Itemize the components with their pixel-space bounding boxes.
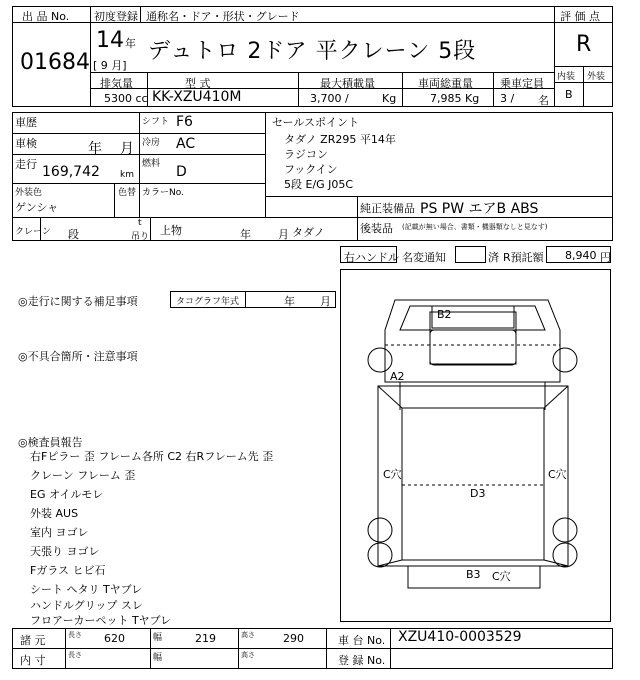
lot-label: 出 品 No. (22, 10, 70, 23)
seats-unit: 名 (538, 94, 549, 107)
ac-value: AC (176, 136, 196, 152)
width-label: 幅 (153, 633, 163, 643)
recycle-paid-label: 済 (488, 251, 499, 264)
year-unit: 年 (125, 37, 136, 50)
diagram-mark-b3: B3 (466, 568, 481, 581)
crane-tons-unit: t (138, 218, 142, 228)
diagram-mark-c-hole-right: C穴 (548, 468, 567, 481)
mileage-unit: km (120, 170, 134, 180)
inspector-line: クレーン フレーム 歪 (30, 469, 136, 482)
registration-month: [ 9 月] (93, 59, 127, 72)
capacity-unit: Kg (382, 92, 397, 105)
truck-diagram (368, 300, 577, 588)
exterior-label: 外装 (587, 72, 606, 82)
lot-number: 01684 (20, 50, 90, 75)
tachograph-label: タコグラフ年式 (176, 297, 240, 307)
interior-dimensions-label: 内 寸 (20, 654, 46, 667)
diagram-mark-c-hole-left: C穴 (383, 468, 402, 481)
fuel-value: D (176, 164, 187, 180)
diagram-mark-d3: D3 (470, 487, 486, 500)
sales-point-line: ラジコン (284, 148, 328, 161)
interior-label: 内装 (557, 72, 576, 82)
interior-height-label: 高さ (241, 651, 255, 659)
color-change-label: 色替 (118, 188, 137, 198)
diagram-mark-c-hole-rear: C穴 (492, 570, 511, 583)
inspector-report-label: ◎検査員報告 (18, 436, 83, 449)
upper-month: 月 (278, 228, 289, 241)
chassis-label: 車 台 No. (338, 634, 386, 647)
fuel-label: 燃料 (142, 159, 161, 169)
seats-value: 3 / (500, 92, 515, 105)
gross-weight-label: 車両総重量 (418, 77, 473, 90)
inspection-label: 車検 (15, 137, 37, 150)
length-value: 620 (104, 632, 125, 645)
upper-maker: タダノ (292, 226, 325, 239)
shift-value: F6 (176, 114, 193, 130)
name-change-label: 名変通知 (402, 251, 446, 264)
inspector-line: 外装 AUS (30, 507, 79, 520)
crane-label: クレーン (15, 227, 51, 237)
diagram-mark-a2: A2 (390, 370, 405, 383)
interior-width-label: 幅 (153, 653, 163, 663)
height-label: 高さ (241, 631, 255, 639)
inspector-line: ハンドルグリップ スレ (30, 599, 143, 612)
tachograph-month: 月 (320, 295, 331, 308)
model-label: 通称名・ドア・形状・グレード (146, 10, 300, 23)
aftermarket-label: 後装品 (360, 222, 393, 235)
chassis-value: XZU410-0003529 (398, 629, 522, 645)
color-number-label: カラーNo. (142, 188, 184, 198)
sales-point-line: タダノ ZR295 平14年 (284, 133, 396, 146)
defects-label: ◎不具合箇所・注意事項 (18, 350, 138, 363)
diagram-mark-b2: B2 (437, 308, 452, 321)
registration-number-label: 登 録 No. (338, 654, 386, 667)
gross-weight-value: 7,985 Kg (430, 92, 480, 105)
inspector-line: 天張り ヨゴレ (30, 545, 100, 558)
crane-steps: 段 (68, 228, 79, 241)
inspection-year: 年 (88, 141, 102, 157)
exterior-color-label: 外装色 (15, 188, 43, 198)
inspector-line: Fガラス ヒビ石 (30, 564, 106, 577)
inspection-month: 月 (120, 141, 134, 157)
type-value: KK-XZU410M (152, 89, 242, 105)
history-label: 車歴 (15, 116, 37, 129)
inspector-line: EG オイルモレ (30, 488, 104, 501)
width-value: 219 (195, 632, 216, 645)
shift-label: シフト (142, 117, 170, 127)
dimensions-label: 諸 元 (20, 634, 46, 647)
height-value: 290 (283, 632, 304, 645)
crane-hook: 吊り (131, 232, 150, 242)
model-name: デュトロ 2ドア 平クレーン 5段 (148, 39, 477, 64)
grade-label: 評 価 点 (560, 10, 600, 23)
rhd-label: 右ハンドル (344, 251, 399, 264)
mileage-label: 走行 (15, 158, 37, 171)
exterior-color-value: ゲンシャ (15, 201, 59, 214)
upper-label: 上物 (160, 224, 182, 237)
recycle-label: R預託額 (503, 251, 544, 264)
sales-point-line: 5段 E/G J05C (284, 178, 354, 191)
interior-length-label: 長さ (68, 651, 82, 659)
capacity-value: 3,700 / (310, 92, 349, 105)
overall-grade: R (576, 32, 592, 57)
first-registration-label: 初度登録 (94, 10, 138, 23)
type-label: 型 式 (185, 77, 211, 90)
displacement-label: 排気量 (100, 77, 133, 90)
seats-label: 乗車定員 (500, 77, 544, 90)
displacement-value: 5300 cc (104, 92, 148, 105)
inspector-line: 右Fピラー 歪 フレーム各所 C2 右Rフレーム先 歪 (30, 450, 274, 463)
length-label: 長さ (68, 631, 82, 639)
driving-notes-label: ◎走行に関する補足事項 (18, 295, 138, 308)
tachograph-year: 年 (284, 295, 295, 308)
inspector-line: フロアーカーペット Tヤブレ (30, 614, 172, 627)
yen-label: 円 (600, 251, 611, 264)
ac-label: 冷房 (142, 138, 161, 148)
equipment-value: PS PW エアB ABS (420, 201, 539, 217)
sales-point-label: セールスポイント (272, 116, 360, 129)
sales-point-line: フックイン (284, 163, 338, 176)
registration-year: 14 (96, 28, 124, 53)
upper-year: 年 (240, 228, 251, 241)
capacity-label: 最大積載量 (320, 77, 375, 90)
recycle-amount: 8,940 (565, 249, 597, 262)
inspector-line: 室内 ヨゴレ (30, 526, 89, 539)
inspector-line: シート ヘタリ Tヤブレ (30, 583, 143, 596)
mileage-value: 169,742 (42, 164, 100, 180)
interior-grade: B (565, 88, 573, 101)
aftermarket-note: (記載が無い場合、書類・機器類なしと見なす) (402, 223, 548, 231)
equipment-label: 純正装備品 (360, 202, 415, 215)
